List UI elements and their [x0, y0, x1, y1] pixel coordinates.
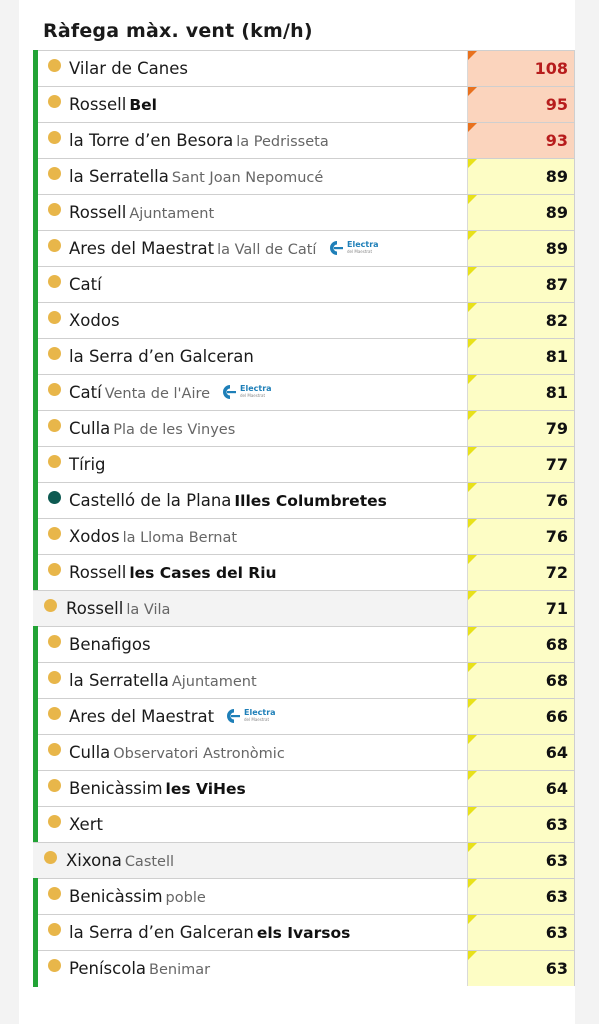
station-name[interactable] [69, 527, 237, 546]
wind-gust-value: 95 [467, 87, 574, 122]
station-name[interactable] [69, 311, 120, 330]
station-municipality: Xixona [66, 851, 122, 870]
station-row[interactable] [33, 770, 575, 806]
station-municipality: Ares del Maestrat [69, 707, 215, 726]
electra-logo-brand: Electra [244, 707, 276, 717]
station-location: Ajuntament [129, 206, 215, 222]
wind-gust-value: 81 [467, 375, 574, 410]
station-municipality: Xodos [69, 311, 120, 330]
station-name[interactable] [69, 491, 387, 510]
station-status-dot-icon [48, 815, 61, 828]
station-name[interactable] [69, 167, 323, 186]
station-row[interactable] [33, 734, 575, 770]
wind-gust-value: 76 [467, 519, 574, 554]
wind-gust-value: 63 [467, 879, 574, 914]
station-location: la Pedrisseta [236, 134, 329, 150]
station-location: els Ivarsos [256, 924, 351, 942]
station-name[interactable] [69, 419, 235, 438]
electra-logo [221, 383, 279, 401]
station-location: Pla de les Vinyes [113, 422, 236, 438]
station-name[interactable] [69, 203, 214, 222]
station-status-dot-icon [48, 635, 61, 648]
station-status-dot-icon [48, 419, 61, 432]
station-status-dot-icon [44, 851, 57, 864]
station-row[interactable] [33, 194, 575, 230]
wind-gust-value: 63 [467, 843, 574, 878]
station-name[interactable] [69, 635, 151, 654]
station-name[interactable] [69, 239, 386, 258]
station-row[interactable] [33, 230, 575, 266]
electra-logo-tagline: del Maestrat [240, 392, 266, 398]
station-status-dot-icon [48, 59, 61, 72]
station-name[interactable] [69, 275, 102, 294]
wind-gust-value: 66 [467, 699, 574, 734]
station-status-dot-icon [48, 131, 61, 144]
station-row[interactable] [33, 266, 575, 302]
station-municipality: Benicàssim [69, 887, 163, 906]
station-status-dot-icon [48, 707, 61, 720]
station-municipality: la Serra d’en Galceran [69, 923, 254, 942]
station-status-dot-icon [48, 455, 61, 468]
station-location: Benimar [149, 962, 211, 978]
station-municipality: Rossell [69, 563, 127, 582]
wind-gust-ranking-card [19, 0, 575, 1024]
station-name[interactable] [69, 779, 246, 798]
station-status-dot-icon [48, 203, 61, 216]
station-municipality: Castelló de la Plana [69, 491, 232, 510]
station-name[interactable] [69, 455, 106, 474]
station-status-dot-icon [48, 959, 61, 972]
station-status-dot-icon [48, 95, 61, 108]
station-status-dot-icon [48, 923, 61, 936]
station-municipality: Culla [69, 419, 111, 438]
station-municipality: Catí [69, 275, 102, 294]
wind-gust-value: 87 [467, 267, 574, 302]
electra-logo [225, 707, 283, 725]
station-status-dot-icon [48, 671, 61, 684]
station-location: Bel [129, 96, 157, 114]
station-row[interactable] [33, 338, 575, 374]
wind-gust-value: 63 [467, 951, 574, 986]
station-status-dot-icon [48, 311, 61, 324]
station-name[interactable] [69, 671, 257, 690]
station-row[interactable] [33, 626, 575, 662]
station-status-dot-icon [48, 383, 61, 396]
station-row[interactable] [33, 374, 575, 410]
station-municipality: Rossell [69, 203, 127, 222]
wind-gust-value: 82 [467, 303, 574, 338]
station-name[interactable] [69, 887, 206, 906]
station-status-dot-icon [48, 779, 61, 792]
station-row[interactable] [33, 122, 575, 158]
electra-logo [328, 239, 386, 257]
station-status-dot-icon [48, 743, 61, 756]
wind-gust-value: 76 [467, 483, 574, 518]
station-row[interactable] [33, 806, 575, 842]
electra-logo-tagline: del Maestrat [244, 716, 270, 722]
station-municipality: Catí [69, 383, 102, 402]
station-row[interactable] [33, 662, 575, 698]
station-name[interactable] [69, 131, 329, 150]
wind-gust-value: 89 [467, 159, 574, 194]
station-list [33, 50, 575, 986]
table-title: Ràfega màx. vent (km/h) [43, 20, 313, 42]
station-name[interactable] [69, 959, 210, 978]
station-municipality: Culla [69, 743, 111, 762]
station-row[interactable] [33, 950, 575, 986]
station-name[interactable] [66, 599, 170, 618]
wind-gust-value: 77 [467, 447, 574, 482]
station-row[interactable] [33, 302, 575, 338]
station-row[interactable] [33, 554, 575, 590]
station-status-dot-icon [48, 275, 61, 288]
station-location: Sant Joan Nepomucé [171, 170, 324, 186]
station-row[interactable] [33, 914, 575, 950]
station-municipality: Rossell [66, 599, 124, 618]
wind-gust-value: 93 [467, 123, 574, 158]
wind-gust-value: 81 [467, 339, 574, 374]
station-municipality: Vilar de Canes [69, 59, 188, 78]
page-margin-right [575, 0, 599, 1024]
station-name[interactable] [69, 59, 188, 78]
station-location: Observatori Astronòmic [113, 746, 285, 762]
wind-gust-value: 72 [467, 555, 574, 590]
wind-gust-value: 64 [467, 735, 574, 770]
wind-gust-value: 89 [467, 195, 574, 230]
station-municipality: Benicàssim [69, 779, 163, 798]
station-name[interactable] [69, 923, 350, 942]
station-row[interactable] [33, 842, 575, 878]
wind-gust-value: 68 [467, 663, 574, 698]
station-row[interactable] [33, 518, 575, 554]
station-status-dot-icon [48, 563, 61, 576]
station-row[interactable] [33, 482, 575, 518]
wind-gust-value: 63 [467, 807, 574, 842]
station-municipality: la Serratella [69, 167, 169, 186]
station-name[interactable] [69, 707, 283, 726]
station-status-dot-icon [48, 527, 61, 540]
station-row[interactable] [33, 878, 575, 914]
station-municipality: Benafigos [69, 635, 151, 654]
station-name[interactable] [69, 347, 254, 366]
station-municipality: Xodos [69, 527, 120, 546]
wind-gust-value: 64 [467, 771, 574, 806]
station-location: les ViHes [165, 780, 246, 798]
station-municipality: Xert [69, 815, 103, 834]
station-name[interactable] [69, 563, 277, 582]
station-location: la Vila [126, 602, 171, 618]
wind-gust-value: 79 [467, 411, 574, 446]
station-row[interactable] [33, 50, 575, 86]
station-row[interactable] [33, 158, 575, 194]
station-status-dot-icon [48, 347, 61, 360]
station-status-dot-icon [48, 239, 61, 252]
station-location: les Cases del Riu [129, 564, 277, 582]
station-row[interactable] [33, 698, 575, 734]
station-name[interactable] [69, 95, 157, 114]
wind-gust-value: 108 [467, 51, 574, 86]
station-location: Venta de l'Aire [104, 386, 211, 402]
station-location: Ajuntament [171, 674, 257, 690]
wind-gust-value: 68 [467, 627, 574, 662]
station-location: poble [165, 890, 206, 906]
station-municipality: Peníscola [69, 959, 147, 978]
station-name[interactable] [69, 743, 285, 762]
station-row[interactable] [33, 86, 575, 122]
station-row[interactable] [33, 410, 575, 446]
station-row[interactable] [33, 590, 575, 626]
wind-gust-value: 89 [467, 231, 574, 266]
station-municipality: la Torre d’en Besora [69, 131, 234, 150]
station-row[interactable] [33, 446, 575, 482]
page-margin-left [0, 0, 19, 1024]
electra-logo-brand: Electra [240, 383, 272, 393]
station-municipality: la Serra d’en Galceran [69, 347, 254, 366]
station-municipality: Tírig [69, 455, 106, 474]
station-name[interactable] [69, 383, 279, 402]
station-status-dot-icon [48, 491, 61, 504]
electra-logo-brand: Electra [346, 239, 379, 249]
station-municipality: Rossell [69, 95, 127, 114]
station-status-dot-icon [48, 167, 61, 180]
wind-gust-value: 71 [467, 591, 574, 626]
station-name[interactable] [69, 815, 103, 834]
station-location: Castell [124, 854, 175, 870]
station-location: la Lloma Bernat [122, 530, 238, 546]
station-location: la Vall de Catí [217, 242, 317, 258]
station-location: Illes Columbretes [234, 492, 387, 510]
wind-gust-value: 63 [467, 915, 574, 950]
station-municipality: Ares del Maestrat [69, 239, 215, 258]
electra-logo-tagline: del Maestrat [346, 248, 372, 254]
station-status-dot-icon [48, 887, 61, 900]
station-municipality: la Serratella [69, 671, 169, 690]
station-name[interactable] [66, 851, 174, 870]
station-status-dot-icon [44, 599, 57, 612]
